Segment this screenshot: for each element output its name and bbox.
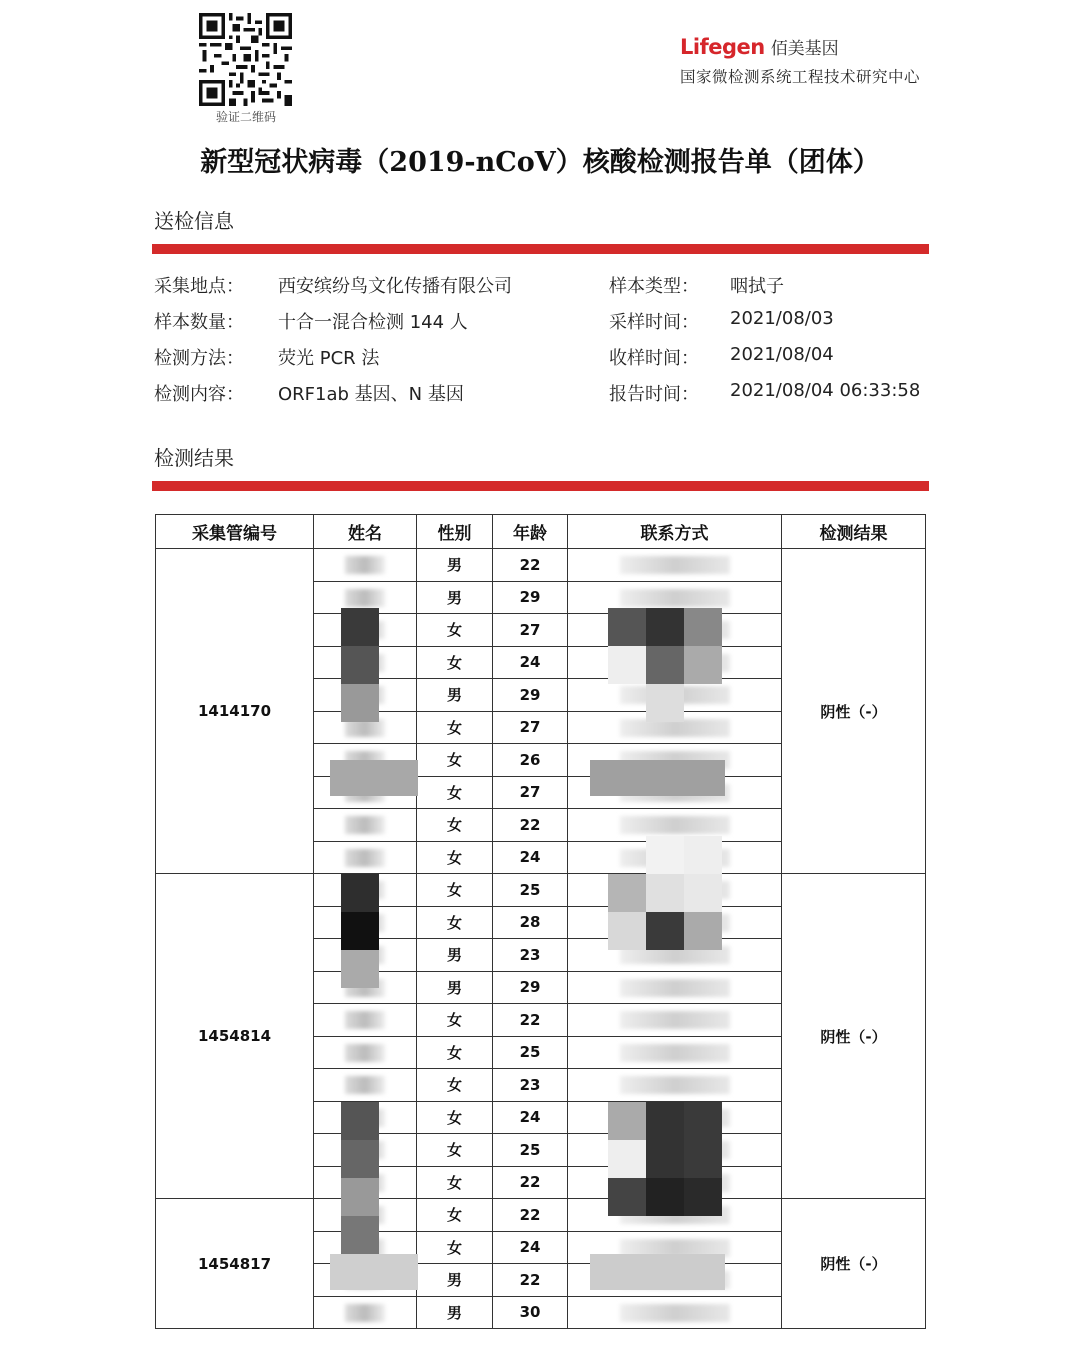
results-table: [155, 514, 926, 1329]
age-cell: 22: [493, 809, 568, 842]
redacted-name: [345, 1076, 385, 1094]
redacted-phone: [620, 979, 730, 997]
redaction-block: [590, 1254, 725, 1290]
submission-info: [154, 268, 934, 412]
gender-cell: 女: [417, 906, 493, 939]
section-divider: [152, 244, 929, 254]
results-heading: 检测结果: [154, 446, 234, 470]
test-result-cell: 阴性（-）: [782, 874, 926, 1199]
brand-subtitle: 国家微检测系统工程技术研究中心: [680, 68, 921, 86]
redacted-name: [345, 1011, 385, 1029]
gender-cell: 女: [417, 776, 493, 809]
info-value: 咽拭子: [730, 276, 784, 297]
age-cell: 25: [493, 1134, 568, 1167]
gender-cell: 男: [417, 549, 493, 582]
info-label: 检测方法：: [154, 348, 244, 369]
redacted-phone: [620, 589, 730, 607]
qr-caption: 验证二维码: [215, 110, 276, 124]
col-header-name: 姓名: [314, 515, 417, 549]
contact-cell-redacted: [568, 1036, 782, 1069]
gender-cell: 女: [417, 1069, 493, 1102]
name-cell-redacted: [314, 809, 417, 842]
redaction-block: [341, 1178, 379, 1216]
gender-cell: 男: [417, 971, 493, 1004]
redaction-block: [590, 760, 725, 796]
gender-cell: 女: [417, 1101, 493, 1134]
redacted-phone: [620, 816, 730, 834]
table-header-row: [156, 515, 926, 549]
gender-cell: 女: [417, 1004, 493, 1037]
redaction-block: [341, 608, 379, 646]
info-label: 采样时间：: [609, 312, 699, 333]
redaction-block: [608, 608, 646, 646]
redacted-phone: [620, 1011, 730, 1029]
brand-logo: Lifegen: [680, 35, 765, 59]
gender-cell: 女: [417, 744, 493, 777]
info-value: ORF1ab 基因、N 基因: [278, 384, 464, 405]
tube-number-cell: 1454814: [156, 874, 314, 1199]
redaction-block: [330, 1254, 418, 1290]
redacted-phone: [620, 556, 730, 574]
gender-cell: 男: [417, 679, 493, 712]
redaction-block: [608, 646, 646, 684]
info-value: 2021/08/03: [730, 308, 834, 329]
redacted-name: [345, 1304, 385, 1322]
redaction-block: [684, 608, 722, 646]
info-label: 样本类型：: [609, 276, 699, 297]
age-cell: 27: [493, 614, 568, 647]
age-cell: 25: [493, 1036, 568, 1069]
table-row: [156, 874, 926, 907]
redaction-block: [684, 874, 722, 912]
name-cell-redacted: [314, 1036, 417, 1069]
gender-cell: 男: [417, 1296, 493, 1329]
info-row: [154, 268, 934, 304]
age-cell: 27: [493, 776, 568, 809]
redaction-block: [646, 912, 684, 950]
redaction-block: [646, 684, 684, 722]
info-value: 2021/08/04 06:33:58: [730, 380, 921, 401]
age-cell: 22: [493, 1166, 568, 1199]
contact-cell-redacted: [568, 1004, 782, 1037]
redaction-block: [684, 1140, 722, 1178]
section-divider: [152, 481, 929, 491]
redacted-name: [345, 589, 385, 607]
redaction-block: [646, 1140, 684, 1178]
col-header-result: 检测结果: [782, 515, 926, 549]
redaction-block: [684, 912, 722, 950]
gender-cell: 女: [417, 809, 493, 842]
info-value: 2021/08/04: [730, 344, 834, 365]
age-cell: 24: [493, 841, 568, 874]
redaction-block: [646, 1178, 684, 1216]
gender-cell: 女: [417, 874, 493, 907]
brand-name: 佰美基因: [770, 39, 839, 59]
info-label: 检测内容：: [154, 384, 244, 405]
age-cell: 22: [493, 1199, 568, 1232]
col-header-contact: 联系方式: [568, 515, 782, 549]
results-table-body: [156, 549, 926, 1329]
age-cell: 26: [493, 744, 568, 777]
redacted-name: [345, 1044, 385, 1062]
age-cell: 28: [493, 906, 568, 939]
contact-cell-redacted: [568, 1069, 782, 1102]
name-cell-redacted: [314, 1004, 417, 1037]
redaction-block: [646, 608, 684, 646]
report-title: 新型冠状病毒（2019-nCoV）核酸检测报告单（团体）: [200, 147, 880, 178]
redaction-block: [330, 760, 418, 796]
redaction-block: [684, 836, 722, 874]
info-label: 采集地点：: [154, 276, 244, 297]
redaction-block: [646, 874, 684, 912]
contact-cell-redacted: [568, 1296, 782, 1329]
info-value: 西安缤纷鸟文化传播有限公司: [278, 276, 512, 297]
name-cell-redacted: [314, 1069, 417, 1102]
age-cell: 29: [493, 971, 568, 1004]
age-cell: 25: [493, 874, 568, 907]
age-cell: 29: [493, 679, 568, 712]
info-label: 收样时间：: [609, 348, 699, 369]
info-row: [154, 340, 934, 376]
gender-cell: 女: [417, 1166, 493, 1199]
redaction-block: [608, 1102, 646, 1140]
redaction-block: [646, 836, 684, 874]
brand-block: [680, 34, 920, 87]
redaction-block: [608, 912, 646, 950]
contact-cell-redacted: [568, 971, 782, 1004]
age-cell: 22: [493, 549, 568, 582]
redaction-block: [341, 684, 379, 722]
redacted-name: [345, 816, 385, 834]
gender-cell: 女: [417, 1199, 493, 1232]
redacted-phone: [620, 1076, 730, 1094]
info-row: [154, 376, 934, 412]
redaction-block: [341, 1216, 379, 1254]
age-cell: 29: [493, 581, 568, 614]
redaction-block: [341, 646, 379, 684]
redaction-block: [341, 874, 379, 912]
name-cell-redacted: [314, 549, 417, 582]
info-label: 样本数量：: [154, 312, 244, 333]
contact-cell-redacted: [568, 549, 782, 582]
redacted-phone: [620, 1044, 730, 1062]
gender-cell: 女: [417, 614, 493, 647]
gender-cell: 男: [417, 581, 493, 614]
info-value: 荧光 PCR 法: [278, 348, 380, 369]
col-header-age: 年龄: [493, 515, 568, 549]
test-result-cell: 阴性（-）: [782, 1199, 926, 1329]
age-cell: 24: [493, 1231, 568, 1264]
age-cell: 22: [493, 1264, 568, 1297]
gender-cell: 女: [417, 841, 493, 874]
redaction-block: [341, 950, 379, 988]
redaction-block: [684, 1178, 722, 1216]
age-cell: 24: [493, 646, 568, 679]
redacted-phone: [620, 1304, 730, 1322]
gender-cell: 女: [417, 1036, 493, 1069]
gender-cell: 男: [417, 1264, 493, 1297]
gender-cell: 女: [417, 646, 493, 679]
table-row: [156, 1199, 926, 1232]
col-header-gender: 性别: [417, 515, 493, 549]
redaction-block: [341, 912, 379, 950]
gender-cell: 女: [417, 711, 493, 744]
gender-cell: 男: [417, 939, 493, 972]
gender-cell: 女: [417, 1231, 493, 1264]
info-value: 十合一混合检测 144 人: [278, 312, 468, 333]
redacted-name: [345, 849, 385, 867]
redaction-block: [684, 646, 722, 684]
name-cell-redacted: [314, 1296, 417, 1329]
col-header-tube: 采集管编号: [156, 515, 314, 549]
age-cell: 23: [493, 939, 568, 972]
redaction-block: [608, 874, 646, 912]
age-cell: 22: [493, 1004, 568, 1037]
redaction-block: [341, 1102, 379, 1140]
redaction-block: [684, 1102, 722, 1140]
age-cell: 30: [493, 1296, 568, 1329]
redaction-block: [608, 1140, 646, 1178]
verification-qr-code: [199, 13, 292, 106]
table-row: [156, 549, 926, 582]
age-cell: 24: [493, 1101, 568, 1134]
age-cell: 27: [493, 711, 568, 744]
redaction-block: [646, 646, 684, 684]
redaction-block: [341, 1140, 379, 1178]
redaction-block: [608, 1178, 646, 1216]
age-cell: 23: [493, 1069, 568, 1102]
info-row: [154, 304, 934, 340]
name-cell-redacted: [314, 841, 417, 874]
tube-number-cell: 1454817: [156, 1199, 314, 1329]
gender-cell: 女: [417, 1134, 493, 1167]
tube-number-cell: 1414170: [156, 549, 314, 874]
redacted-name: [345, 556, 385, 574]
info-label: 报告时间：: [609, 384, 699, 405]
redaction-block: [646, 1102, 684, 1140]
test-result-cell: 阴性（-）: [782, 549, 926, 874]
submission-info-heading: 送检信息: [154, 209, 234, 233]
